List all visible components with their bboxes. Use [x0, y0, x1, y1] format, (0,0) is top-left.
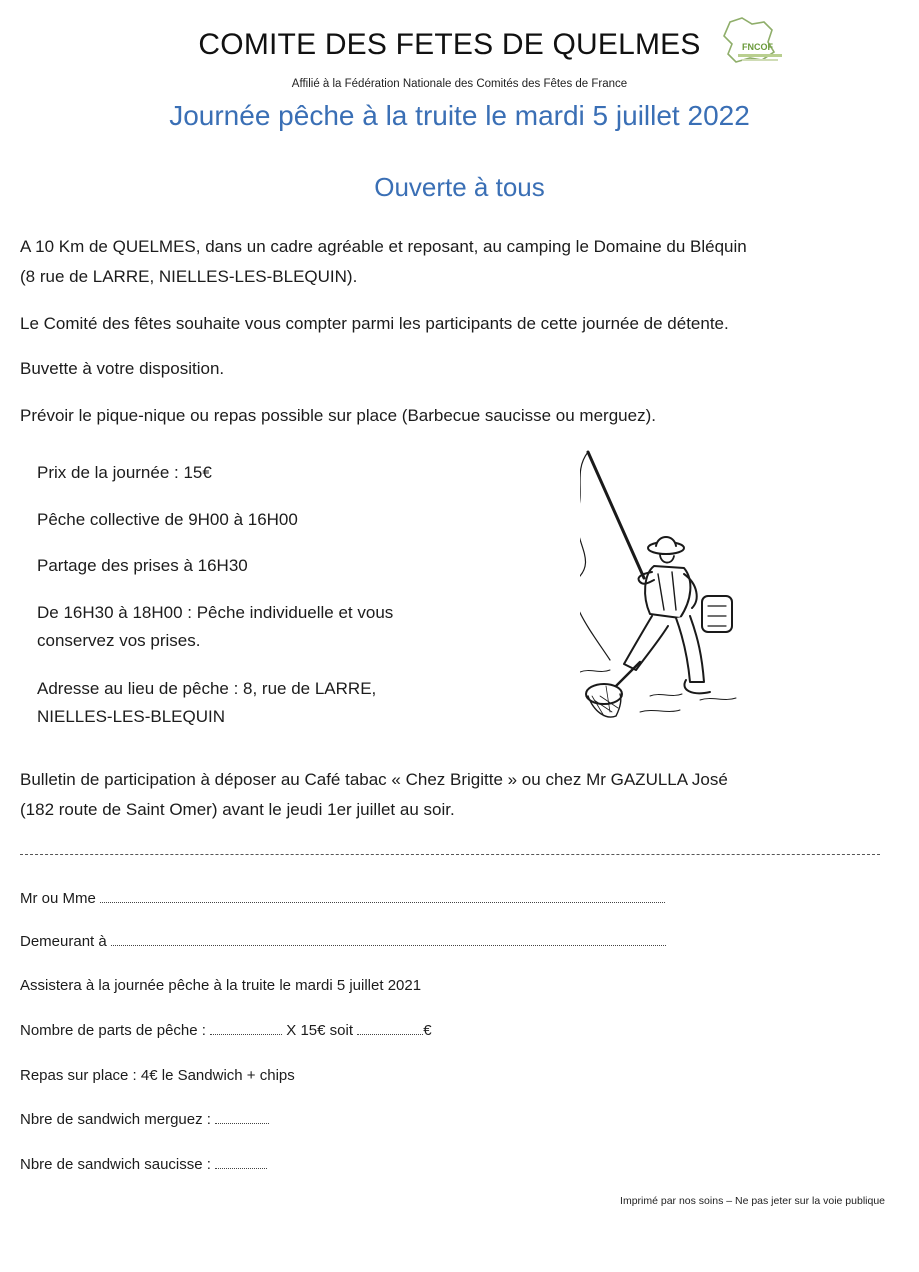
invitation-text: Le Comité des fêtes souhaite vous compter parmi les participants de cette journée de détente.: [20, 314, 729, 333]
residence-field-row: [20, 932, 666, 952]
cut-line-divider: [20, 854, 880, 855]
fisherman-illustration-icon: [580, 450, 760, 728]
event-subtitle: Ouverte à tous: [374, 172, 545, 202]
shares-price-text: X 15€ soit: [286, 1022, 354, 1039]
catch-sharing-text: Partage des prises à 16H30: [37, 556, 248, 575]
bulletin-line-2: (182 route de Saint Omer) avant le jeudi 1er juillet au soir.: [20, 800, 455, 819]
merguez-fill-line[interactable]: [215, 1113, 269, 1124]
footer-note: Imprimé par nos soins – Ne pas jeter sur la voie publique: [620, 1195, 885, 1207]
individual-fishing-line-1: De 16H30 à 18H00 : Pêche individuelle et vous: [37, 603, 394, 622]
shares-total-fill[interactable]: [357, 1024, 423, 1035]
fishing-address-line-1: Adresse au lieu de pêche : 8, rue de LARRE,: [37, 679, 377, 698]
svg-text:FNCOF: FNCOF: [742, 42, 773, 52]
fishing-address-line-2: NIELLES-LES-BLEQUIN: [37, 707, 226, 726]
price-text: Prix de la journée : 15€: [37, 463, 212, 482]
residence-label: Demeurant à: [20, 933, 107, 950]
shares-label: Nombre de parts de pêche :: [20, 1022, 206, 1039]
saucisse-fill-line[interactable]: [215, 1158, 267, 1169]
attendance-text: Assistera à la journée pêche à la truite le mardi 5 juillet 2021: [20, 977, 422, 994]
meal-info-text: Repas sur place : 4€ le Sandwich + chips: [20, 1067, 295, 1084]
shares-count-fill[interactable]: [210, 1024, 282, 1035]
merguez-field-row: [20, 1110, 269, 1130]
affiliation-text: Affilié à la Fédération Nationale des Comités des Fêtes de France: [291, 78, 628, 90]
currency-symbol: €: [423, 1022, 432, 1039]
fishing-address-text: [37, 675, 467, 731]
buvette-text: Buvette à votre disposition.: [20, 359, 225, 378]
bulletin-paragraph: [20, 765, 900, 825]
merguez-label: Nbre de sandwich merguez :: [20, 1111, 211, 1128]
fncof-logo-icon: [712, 16, 792, 68]
location-line-1: A 10 Km de QUELMES, dans un cadre agréable et reposant, au camping le Domaine du Bléquin: [20, 237, 747, 256]
location-line-2: (8 rue de LARRE, NIELLES-LES-BLEQUIN).: [20, 267, 358, 286]
bulletin-line-1: Bulletin de participation à déposer au Café tabac « Chez Brigitte » ou chez Mr GAZULLA José: [20, 770, 728, 789]
meal-text: Prévoir le pique-nique ou repas possible sur place (Barbecue saucisse ou merguez).: [20, 406, 656, 425]
name-fill-line[interactable]: [100, 892, 665, 903]
shares-field-row: [20, 1021, 432, 1041]
name-label: Mr ou Mme: [20, 890, 96, 907]
saucisse-field-row: [20, 1155, 267, 1175]
location-paragraph: [20, 232, 900, 292]
saucisse-label: Nbre de sandwich saucisse :: [20, 1156, 211, 1173]
collective-fishing-text: Pêche collective de 9H00 à 16H00: [37, 510, 298, 529]
event-title: Journée pêche à la truite le mardi 5 juillet 2022: [169, 100, 750, 131]
organization-title-text: COMITE DES FETES DE QUELMES: [198, 28, 701, 61]
individual-fishing-text: [37, 599, 467, 655]
name-field-row: [20, 889, 665, 909]
individual-fishing-line-2: conservez vos prises.: [37, 631, 201, 650]
residence-fill-line[interactable]: [111, 935, 666, 946]
